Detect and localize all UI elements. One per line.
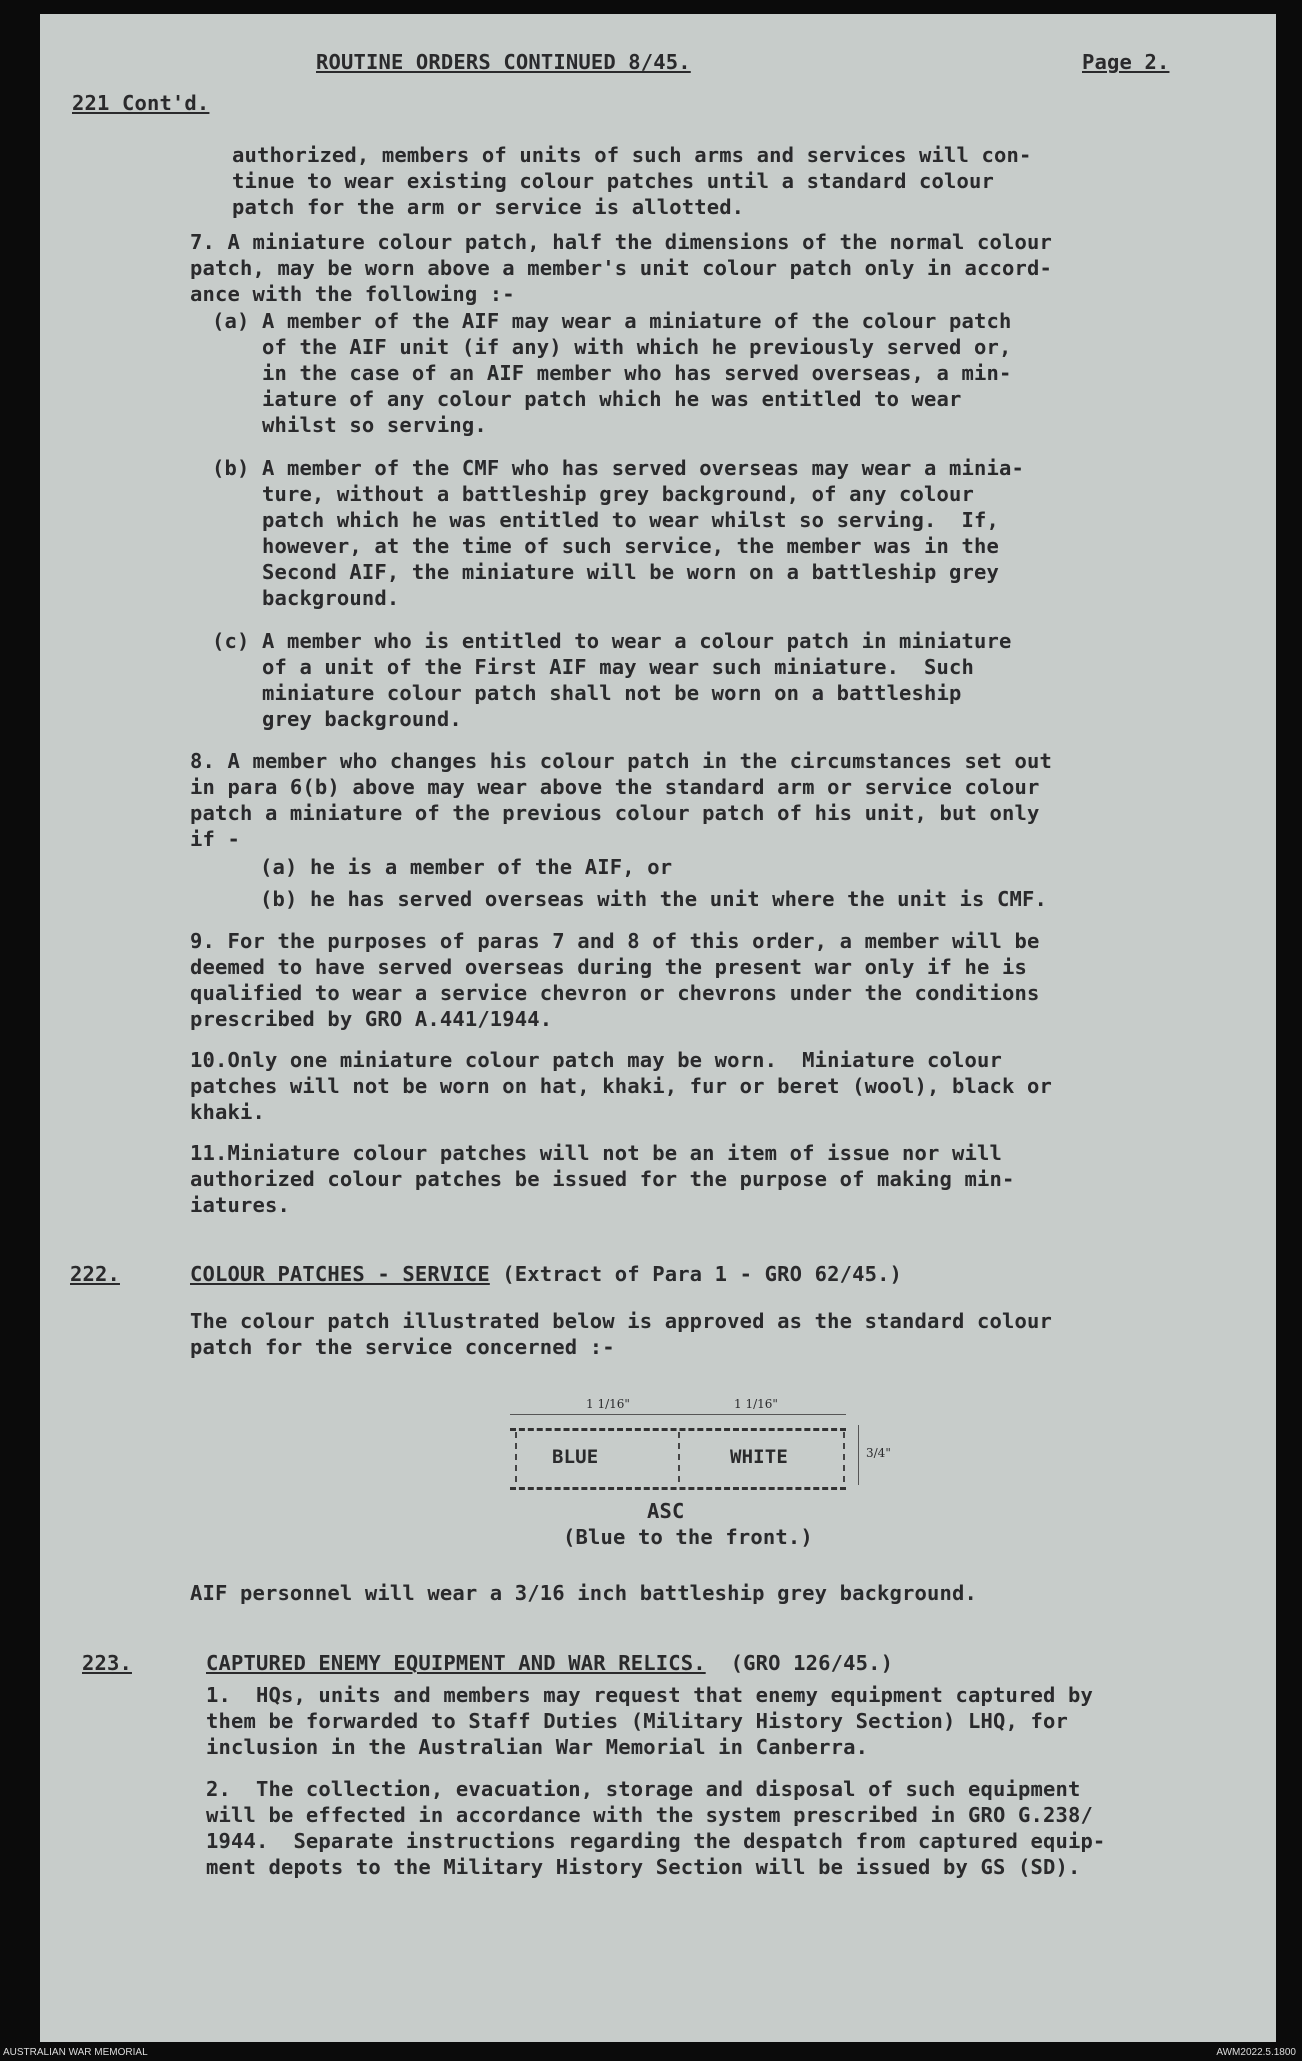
text-line: miniature colour patch shall not be worn on a battleship (212, 681, 962, 705)
section-222-title: COLOUR PATCHES - SERVICE (190, 1262, 490, 1286)
text-line: inclusion in the Australian War Memorial in Canberra. (206, 1735, 869, 1759)
text-line: (b) he has served overseas with the unit where the unit is CMF. (260, 887, 1047, 911)
text-line: tinue to wear existing colour patches until a standard colour (232, 169, 995, 193)
section-222-title-suffix: (Extract of Para 1 - GRO 62/45.) (489, 1262, 903, 1286)
text-line: 1. HQs, units and members may request that enemy equipment captured by (206, 1683, 1093, 1707)
text-line: (a) he is a member of the AIF, or (260, 855, 673, 879)
patch-white-label: WHITE (730, 1446, 788, 1468)
text-line: 11.Miniature colour patches will not be an item of issue nor will (190, 1141, 1002, 1165)
text-line: 9. For the purposes of paras 7 and 8 of this order, a member will be (190, 929, 1040, 953)
section-222-heading (190, 1261, 902, 1288)
text-line: ance with the following :- (190, 282, 515, 306)
text-line: authorized, members of units of such arms and services will con- (232, 143, 1032, 167)
page-number: Page 2. (1082, 50, 1170, 74)
footer-reference: AWM2022.5.1800 (1216, 2047, 1296, 2058)
text-line: however, at the time of such service, the member was in the (212, 534, 999, 558)
text-line: ment depots to the Military History Section will be issued by GS (SD). (206, 1855, 1081, 1879)
text-line: Second AIF, the miniature will be worn on a battleship grey (212, 560, 999, 584)
patch-divider (678, 1432, 680, 1482)
text-line: whilst so serving. (212, 413, 487, 437)
section-222-number: 222. (70, 1262, 120, 1286)
text-line: 1944. Separate instructions regarding the despatch from captured equip- (206, 1829, 1106, 1853)
section-223-title-suffix: (GRO 126/45.) (705, 1651, 894, 1675)
text-line: grey background. (212, 707, 462, 731)
text-line: iature of any colour patch which he was entitled to wear (212, 387, 962, 411)
text-line: 10.Only one miniature colour patch may be worn. Miniature colour (190, 1048, 1002, 1072)
text-line: ture, without a battleship grey background, of any colour (212, 482, 975, 506)
dimension-height-label: 3/4" (866, 1446, 891, 1460)
text-line: background. (212, 586, 400, 610)
text-line: (a) A member of the AIF may wear a miniature of the colour patch (212, 309, 1012, 333)
dimension-left-label: 1 1/16" (586, 1397, 630, 1411)
patch-blue-label: BLUE (552, 1446, 599, 1468)
text-line: patch for the arm or service is allotted. (232, 195, 745, 219)
text-line: patch a miniature of the previous colour patch of his unit, but only (190, 801, 1040, 825)
text-line: patch for the service concerned :- (190, 1335, 615, 1359)
section-223-title: CAPTURED ENEMY EQUIPMENT AND WAR RELICS. (206, 1651, 706, 1675)
section-221-heading: 221 Cont'd. (72, 91, 210, 115)
dimension-line (510, 1414, 846, 1415)
text-line: of the AIF unit (if any) with which he previously served or, (212, 335, 1012, 359)
dimension-right-label: 1 1/16" (734, 1397, 778, 1411)
text-line: if - (190, 827, 240, 851)
document-page (40, 14, 1276, 2042)
text-line: 8. A member who changes his colour patch in the circumstances set out (190, 749, 1052, 773)
text-line: in the case of an AIF member who has served overseas, a min- (212, 361, 1012, 385)
footer-source: AUSTRALIAN WAR MEMORIAL (3, 2047, 148, 2058)
text-line: The colour patch illustrated below is approved as the standard colour (190, 1309, 1052, 1333)
patch-right-edge (843, 1432, 845, 1482)
patch-left-edge (515, 1432, 517, 1482)
patch-caption-note: (Blue to the front.) (563, 1525, 813, 1549)
text-line: qualified to wear a service chevron or chevrons under the conditions (190, 981, 1040, 1005)
section-222-note: AIF personnel will wear a 3/16 inch battleship grey background. (190, 1581, 977, 1605)
text-line: patch, may be worn above a member's unit colour patch only in accord- (190, 256, 1052, 280)
text-line: prescribed by GRO A.441/1944. (190, 1007, 553, 1031)
text-line: (c) A member who is entitled to wear a colour patch in miniature (212, 629, 1012, 653)
text-line: in para 6(b) above may wear above the standard arm or service colour (190, 775, 1040, 799)
text-line: khaki. (190, 1100, 265, 1124)
page-header-title: ROUTINE ORDERS CONTINUED 8/45. (316, 50, 691, 74)
text-line: authorized colour patches be issued for the purpose of making min- (190, 1167, 1015, 1191)
text-line: of a unit of the First AIF may wear such miniature. Such (212, 655, 975, 679)
text-line: patches will not be worn on hat, khaki, fur or beret (wool), black or (190, 1074, 1052, 1098)
section-223-number: 223. (82, 1651, 132, 1675)
patch-caption: ASC (647, 1499, 685, 1523)
text-line: will be effected in accordance with the system prescribed in GRO G.238/ (206, 1803, 1093, 1827)
text-line: deemed to have served overseas during the present war only if he is (190, 955, 1027, 979)
section-223-heading (206, 1650, 893, 1677)
text-line: (b) A member of the CMF who has served overseas may wear a minia- (212, 456, 1024, 480)
text-line: patch which he was entitled to wear whilst so serving. If, (212, 508, 999, 532)
text-line: them be forwarded to Staff Duties (Military History Section) LHQ, for (206, 1709, 1068, 1733)
text-line: iatures. (190, 1193, 290, 1217)
text-line: 7. A miniature colour patch, half the dimensions of the normal colour (190, 230, 1052, 254)
height-dimension-line (858, 1425, 859, 1485)
text-line: 2. The collection, evacuation, storage and disposal of such equipment (206, 1777, 1081, 1801)
